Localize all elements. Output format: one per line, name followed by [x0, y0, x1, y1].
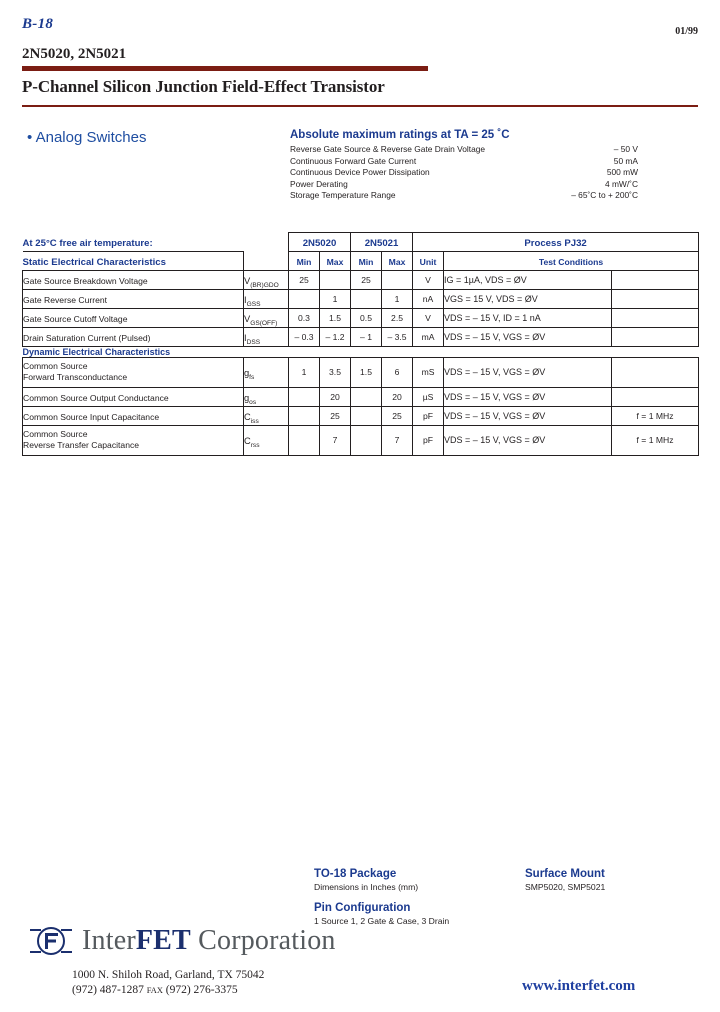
- param-symbol: $g_{os}$: [244, 387, 289, 406]
- device-2-label: 2N5021: [364, 237, 399, 249]
- abs-rating-row: [290, 190, 638, 202]
- table-header-row-1: [23, 232, 699, 251]
- param-name: Common Source Forward Transconductance: [23, 357, 244, 387]
- param-min-2: [351, 425, 382, 455]
- page-code: B-18: [22, 16, 54, 32]
- page-title: P-Channel Silicon Junction Field-Effect Transistor: [22, 77, 385, 96]
- param-min-1: 0.3: [289, 308, 320, 327]
- contact-line: [72, 983, 264, 998]
- surface-mount-title: Surface Mount: [525, 868, 605, 880]
- part-numbers: 2N5020, 2N5021: [22, 46, 127, 62]
- param-min-1: [289, 289, 320, 308]
- param-unit: µS: [413, 387, 444, 406]
- application-list: • Analog Switches: [27, 129, 147, 146]
- abs-rating-row: [290, 144, 638, 156]
- logo-svg: [28, 918, 74, 964]
- param-condition: VDS = – 15 V, VGS = ØV: [444, 387, 612, 406]
- phone-number: (972) 487-1287: [72, 984, 144, 996]
- table-row: [23, 387, 699, 406]
- table-row: [23, 406, 699, 425]
- abs-rating-label: Continuous Forward Gate Current: [290, 155, 417, 166]
- page-header: [22, 0, 698, 37]
- param-condition: VDS = – 15 V, VGS = ØV: [444, 357, 612, 387]
- param-extra: [612, 357, 699, 387]
- param-max-2: 25: [382, 406, 413, 425]
- col-max-1: Max: [320, 251, 351, 270]
- param-min-1: 25: [289, 270, 320, 289]
- param-max-1: 25: [320, 406, 351, 425]
- param-max-2: [382, 270, 413, 289]
- address-line: 1000 N. Shiloh Road, Garland, TX 75042: [72, 969, 265, 981]
- fax-label: FAX: [146, 986, 163, 995]
- package-info: [314, 868, 514, 926]
- param-max-2: 20: [382, 387, 413, 406]
- process-label: Process PJ32: [524, 237, 587, 249]
- col-max-2: Max: [382, 251, 413, 270]
- param-extra: f = 1 MHz: [612, 425, 699, 455]
- dynamic-characteristics-header: [23, 346, 699, 357]
- temp-note: At 25°C free air temperature:: [22, 237, 153, 249]
- param-condition: VDS = – 15 V, VGS = ØV: [444, 425, 612, 455]
- param-min-1: [289, 406, 320, 425]
- abs-rating-value: – 65˚C to + 200˚C: [571, 190, 638, 201]
- absolute-max-title: [290, 129, 698, 141]
- param-max-1: 3.5: [320, 357, 351, 387]
- col-min-2: Min: [351, 251, 382, 270]
- param-name: Drain Saturation Current (Pulsed): [23, 327, 244, 346]
- absolute-max-title-text: Absolute maximum ratings at TA = 25 ˚C: [290, 129, 510, 141]
- param-symbol: $C_{rss}$: [244, 425, 289, 455]
- dynamic-characteristics-label: Dynamic Electrical Characteristics: [22, 346, 171, 357]
- col-unit: Unit: [413, 251, 444, 270]
- param-min-2: 1.5: [351, 357, 382, 387]
- param-min-2: 25: [351, 270, 382, 289]
- param-unit: pF: [413, 425, 444, 455]
- intro-section: [22, 129, 698, 202]
- brand-mid: FET: [135, 925, 191, 956]
- param-condition: VDS = – 15 V, VGS = ØV: [444, 406, 612, 425]
- param-name: Common Source Input Capacitance: [23, 406, 244, 425]
- param-extra: f = 1 MHz: [612, 406, 699, 425]
- param-symbol: $V_{(BR)GDO}$: [244, 270, 289, 289]
- param-symbol: $C_{iss}$: [244, 406, 289, 425]
- param-symbol: $V_{GS(OFF)}$: [244, 308, 289, 327]
- company-name: [82, 925, 336, 957]
- param-name: Gate Source Cutoff Voltage: [23, 308, 244, 327]
- spacer-cell: [244, 232, 289, 251]
- param-min-1: [289, 387, 320, 406]
- param-unit: nA: [413, 289, 444, 308]
- param-min-2: [351, 406, 382, 425]
- param-name: Common Source Reverse Transfer Capacitance: [23, 425, 244, 455]
- symbol-col-header: [244, 251, 289, 270]
- param-min-1: – 0.3: [289, 327, 320, 346]
- website-link[interactable]: www.interfet.com: [522, 978, 636, 994]
- abs-rating-value: 50 mA: [613, 155, 638, 166]
- process-header: [413, 232, 699, 251]
- param-condition: VGS = 15 V, VDS = ØV: [444, 289, 612, 308]
- abs-rating-row: [290, 179, 638, 191]
- temp-note-cell: [23, 232, 244, 251]
- param-min-1: [289, 425, 320, 455]
- abs-rating-label: Storage Temperature Range: [290, 190, 396, 201]
- device-1-label: 2N5020: [302, 237, 337, 249]
- abs-rating-value: 4 mW/˚C: [604, 178, 638, 189]
- param-max-1: [320, 270, 351, 289]
- revision-date: 01/99: [675, 26, 698, 37]
- param-unit: pF: [413, 406, 444, 425]
- table-header-row-2: [23, 251, 699, 270]
- param-symbol: $I_{DSS}$: [244, 327, 289, 346]
- package-subtitle: Dimensions in Inches (mm): [314, 882, 419, 892]
- table-row: [23, 289, 699, 308]
- param-extra: [612, 289, 699, 308]
- param-extra: [612, 270, 699, 289]
- param-symbol: $I_{GSS}$: [244, 289, 289, 308]
- package-title: TO-18 Package: [314, 868, 397, 880]
- param-min-2: [351, 387, 382, 406]
- param-min-2: 0.5: [351, 308, 382, 327]
- param-condition: VDS = – 15 V, ID = 1 nA: [444, 308, 612, 327]
- param-extra: [612, 387, 699, 406]
- param-max-1: 7: [320, 425, 351, 455]
- header-rule-thin: [22, 105, 698, 107]
- param-max-2: 1: [382, 289, 413, 308]
- brand-post: Corporation: [190, 925, 336, 956]
- dynamic-section-header-row: [23, 346, 699, 357]
- table-row: [23, 425, 699, 455]
- abs-rating-label: Reverse Gate Source & Reverse Gate Drain Voltage: [290, 144, 486, 154]
- surface-mount-parts: SMP5020, SMP5021: [525, 882, 606, 892]
- abs-rating-value: 500 mW: [606, 167, 638, 178]
- company-address: [72, 968, 264, 998]
- param-symbol: $g_{fs}$: [244, 357, 289, 387]
- surface-mount-info: [525, 868, 705, 892]
- table-row: [23, 327, 699, 346]
- param-max-1: – 1.2: [320, 327, 351, 346]
- specifications-table: [22, 232, 699, 456]
- pin-configuration-title: Pin Configuration: [314, 902, 411, 914]
- param-max-1: 20: [320, 387, 351, 406]
- param-condition: VDS = – 15 V, VGS = ØV: [444, 327, 612, 346]
- param-unit: mS: [413, 357, 444, 387]
- brand-pre: Inter: [82, 925, 136, 956]
- param-extra: [612, 327, 699, 346]
- static-characteristics-header: [23, 251, 244, 270]
- param-max-2: 7: [382, 425, 413, 455]
- param-max-2: 6: [382, 357, 413, 387]
- col-test-conditions: Test Conditions: [444, 251, 699, 270]
- absolute-max-ratings: [274, 129, 698, 202]
- abs-rating-row: [290, 167, 638, 179]
- col-min-1: Min: [289, 251, 320, 270]
- abs-rating-label: Power Derating: [290, 178, 348, 189]
- table-row: [23, 357, 699, 387]
- param-max-2: – 3.5: [382, 327, 413, 346]
- param-name: Common Source Output Conductance: [23, 387, 244, 406]
- company-logo-area: [28, 918, 336, 964]
- abs-rating-value: – 50 V: [613, 144, 638, 154]
- header-rule-thick: [22, 66, 428, 71]
- param-unit: V: [413, 308, 444, 327]
- device-1-header: [289, 232, 351, 251]
- fax-number: (972) 276-3375: [165, 984, 238, 996]
- static-characteristics-label: Static Electrical Characteristics: [22, 256, 166, 268]
- abs-rating-row: [290, 156, 638, 168]
- table-row: [23, 308, 699, 327]
- param-name: Gate Source Breakdown Voltage: [23, 270, 244, 289]
- param-unit: mA: [413, 327, 444, 346]
- param-max-1: 1.5: [320, 308, 351, 327]
- param-condition: IG = 1µA, VDS = ØV: [444, 270, 612, 289]
- table-row: [23, 270, 699, 289]
- param-min-2: [351, 289, 382, 308]
- pin-configuration-text: 1 Source 1, 2 Gate & Case, 3 Drain: [314, 916, 450, 926]
- interfet-logo-icon: [28, 918, 74, 964]
- abs-rating-label: Continuous Device Power Dissipation: [290, 167, 430, 178]
- param-min-2: – 1: [351, 327, 382, 346]
- param-name: Gate Reverse Current: [23, 289, 244, 308]
- device-2-header: [351, 232, 413, 251]
- param-extra: [612, 308, 699, 327]
- param-unit: V: [413, 270, 444, 289]
- param-min-1: 1: [289, 357, 320, 387]
- param-max-2: 2.5: [382, 308, 413, 327]
- param-max-1: 1: [320, 289, 351, 308]
